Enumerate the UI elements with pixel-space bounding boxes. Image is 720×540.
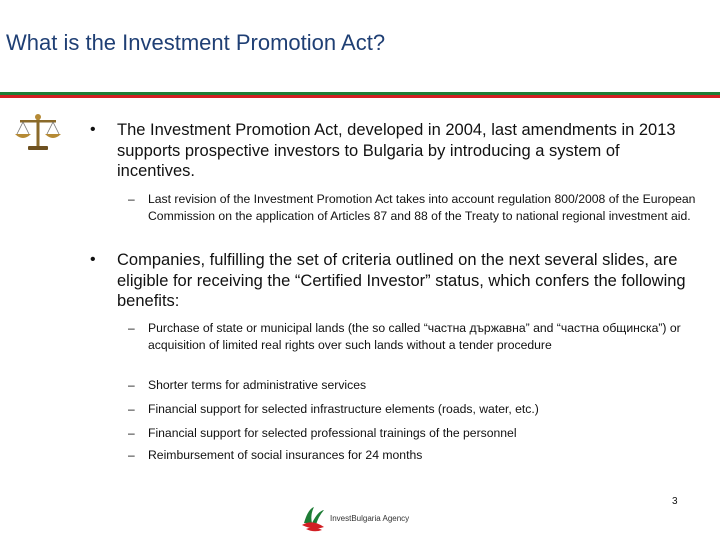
point-2-text: Companies, fulfilling the set of criteria outlined on the next several slides, are eligible for receiving the “Certified Investor” status, which confers the following benefits: xyxy=(117,251,686,310)
point-2-sub-2: Shorter terms for administrative services xyxy=(148,378,367,392)
bullet-1: • xyxy=(90,121,96,138)
logo-text: InvestBulgaria Agency xyxy=(330,514,410,523)
point-2-sub-5: Reimbursement of social insurances for 24 months xyxy=(148,448,423,462)
dash-2-1: – xyxy=(128,321,135,335)
header-divider-red xyxy=(0,95,720,98)
dash-2-5: – xyxy=(128,448,135,462)
point-1-sub-1: Last revision of the Investment Promotion Act takes into account regulation 800/2008 of the European Commission on the application of Articles 87 and 88 of the Treaty to national regional investment aid. xyxy=(148,192,696,223)
point-2-sub-1: Purchase of state or municipal lands (the so called “частна държавна” and “частна общинска”) or acquisition of limited real rights over such lands without a tender procedure xyxy=(148,321,681,352)
bullet-2: • xyxy=(90,251,96,268)
point-1-text: The Investment Promotion Act, developed in 2004, last amendments in 2013 supports prospective investors to Bulgaria by introducing a system of incentives. xyxy=(117,121,676,180)
slide-title: What is the Investment Promotion Act? xyxy=(6,30,386,55)
scale-of-justice-icon xyxy=(14,112,62,154)
page-number: 3 xyxy=(672,496,678,507)
investbulgaria-logo-icon xyxy=(300,505,326,533)
point-2-sub-3: Financial support for selected infrastructure elements (roads, water, etc.) xyxy=(148,402,539,416)
dash-2-4: – xyxy=(128,426,135,440)
point-2-sub-4: Financial support for selected professional trainings of the personnel xyxy=(148,426,517,440)
dash-2-3: – xyxy=(128,402,135,416)
footer-logo xyxy=(300,505,410,533)
dash-1-1: – xyxy=(128,192,135,206)
dash-2-2: – xyxy=(128,378,135,392)
